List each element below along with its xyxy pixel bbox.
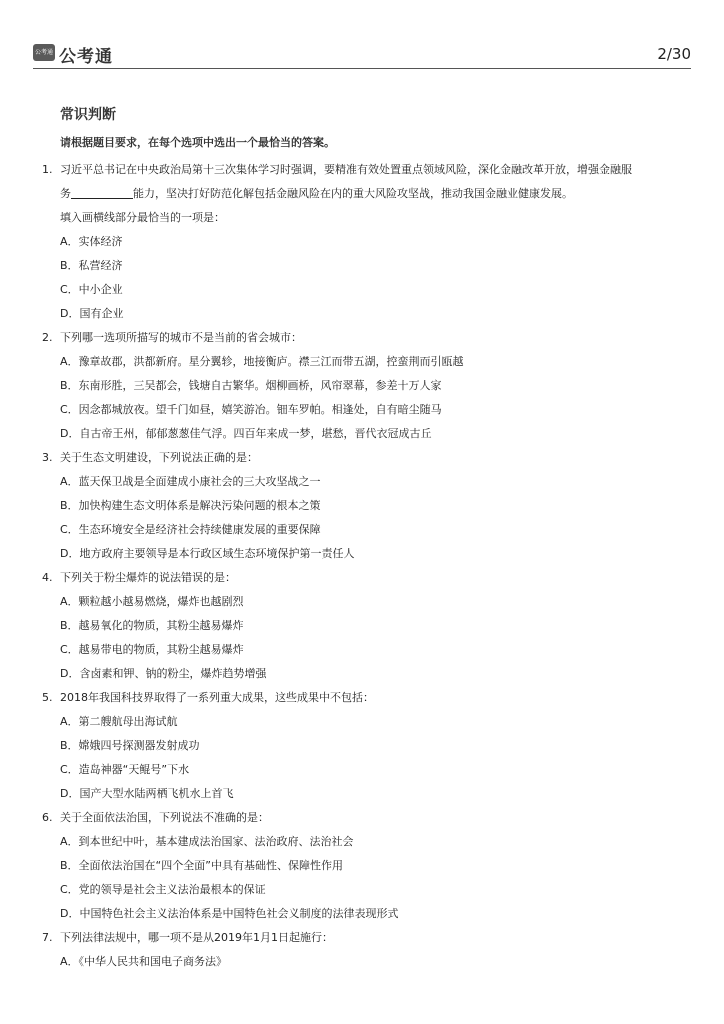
question-number: 3. — [42, 451, 53, 464]
option-a: A．到本世纪中叶，基本建成法治国家、法治政府、法治社会 — [60, 835, 354, 848]
question-stem-text: 下列哪一选项所描写的城市不是当前的省会城市： — [60, 331, 302, 344]
question-stem — [40, 686, 680, 710]
option-d: D．地方政府主要领导是本行政区域生态环境保护第一责任人 — [60, 547, 355, 560]
option-a: A．豫章故郡，洪都新府。星分翼轸，地接衡庐。襟三江而带五湖，控蛮荆而引瓯越 — [60, 355, 464, 368]
brand-name: 公考通 — [59, 47, 113, 67]
option-d: D．含卤素和钾、钠的粉尘，爆炸趋势增强 — [60, 667, 267, 680]
brand-logo — [33, 44, 55, 61]
question-number: 2. — [42, 331, 53, 344]
question-number: 6. — [42, 811, 53, 824]
option-c: C．因念都城放夜。望千门如昼，嬉笑游冶。钿车罗帕。相逢处，自有暗尘随马 — [60, 403, 442, 416]
option-a: A．实体经济 — [60, 235, 123, 248]
question-stem-continued — [40, 182, 680, 206]
option-d: D．自古帝王州，郁郁葱葱佳气浮。四百年来成一梦，堪愁，晋代衣冠成古丘 — [60, 427, 432, 440]
question-stem-text: 务 — [60, 187, 71, 200]
question-stem-text: 关于生态文明建设，下列说法正确的是： — [60, 451, 258, 464]
logo-text: 公考通 — [34, 49, 53, 56]
header-divider — [33, 68, 691, 69]
fill-blank — [71, 184, 133, 199]
question-number: 7. — [42, 931, 53, 944]
question-stem — [40, 806, 680, 830]
question-number: 5. — [42, 691, 53, 704]
question-number: 4. — [42, 571, 53, 584]
question-stem-text: 习近平总书记在中央政治局第十三次集体学习时强调，要精准有效处置重点领域风险，深化金融改革开放，增强金融服 — [60, 163, 632, 176]
option-a: A．《中华人民共和国电子商务法》 — [60, 955, 228, 968]
question-stem-text: 下列关于粉尘爆炸的说法错误的是： — [60, 571, 236, 584]
question-2 — [40, 326, 680, 446]
option-c: C．中小企业 — [60, 283, 123, 296]
question-stem-text: 关于全面依法治国，下列说法不准确的是： — [60, 811, 269, 824]
option-c: C．党的领导是社会主义法治最根本的保证 — [60, 883, 266, 896]
page-header — [33, 40, 691, 70]
section-instruction: 请根据题目要求，在每个选项中选出一个最恰当的答案。 — [60, 136, 335, 149]
question-stem — [40, 446, 680, 470]
option-c: C．生态环境安全是经济社会持续健康发展的重要保障 — [60, 523, 321, 536]
question-stem-text: 能力，坚决打好防范化解包括金融风险在内的重大风险攻坚战，推动我国金融业健康发展。 — [133, 187, 573, 200]
question-stem — [40, 566, 680, 590]
question-1 — [40, 158, 680, 326]
question-3 — [40, 446, 680, 566]
page-indicator: 2/30 — [657, 45, 691, 63]
option-a: A．颗粒越小越易燃烧，爆炸也越剧烈 — [60, 595, 244, 608]
option-d: D．国产大型水陆两栖飞机水上首飞 — [60, 787, 234, 800]
question-6 — [40, 806, 680, 926]
question-5 — [40, 686, 680, 806]
option-b: B．私营经济 — [60, 259, 123, 272]
option-b: B．加快构建生态文明体系是解决污染问题的根本之策 — [60, 499, 321, 512]
section-title: 常识判断 — [60, 107, 116, 123]
option-a: A．蓝天保卫战是全面建成小康社会的三大攻坚战之一 — [60, 475, 321, 488]
question-stem — [40, 326, 680, 350]
question-number: 1. — [42, 163, 53, 176]
content — [40, 104, 680, 974]
option-c: C．造岛神器“天鲲号”下水 — [60, 763, 190, 776]
option-b: B．嫦娥四号探测器发射成功 — [60, 739, 200, 752]
option-b: B．越易氧化的物质，其粉尘越易爆炸 — [60, 619, 244, 632]
option-b: B．东南形胜，三吴都会，钱塘自古繁华。烟柳画桥，风帘翠幕，参差十万人家 — [60, 379, 442, 392]
question-prompt: 填入画横线部分最恰当的一项是： — [60, 211, 225, 224]
option-b: B．全面依法治国在“四个全面”中具有基础性、保障性作用 — [60, 859, 343, 872]
question-stem — [40, 926, 680, 950]
question-7 — [40, 926, 680, 974]
question-stem-text: 2018年我国科技界取得了一系列重大成果，这些成果中不包括： — [60, 691, 374, 704]
question-stem — [40, 158, 680, 182]
question-stem-text: 下列法律法规中，哪一项不是从2019年1月1日起施行： — [60, 931, 333, 944]
option-a: A．第二艘航母出海试航 — [60, 715, 178, 728]
question-4 — [40, 566, 680, 686]
option-d: D．中国特色社会主义法治体系是中国特色社会义制度的法律表现形式 — [60, 907, 399, 920]
option-c: C．越易带电的物质，其粉尘越易爆炸 — [60, 643, 244, 656]
option-d: D．国有企业 — [60, 307, 124, 320]
